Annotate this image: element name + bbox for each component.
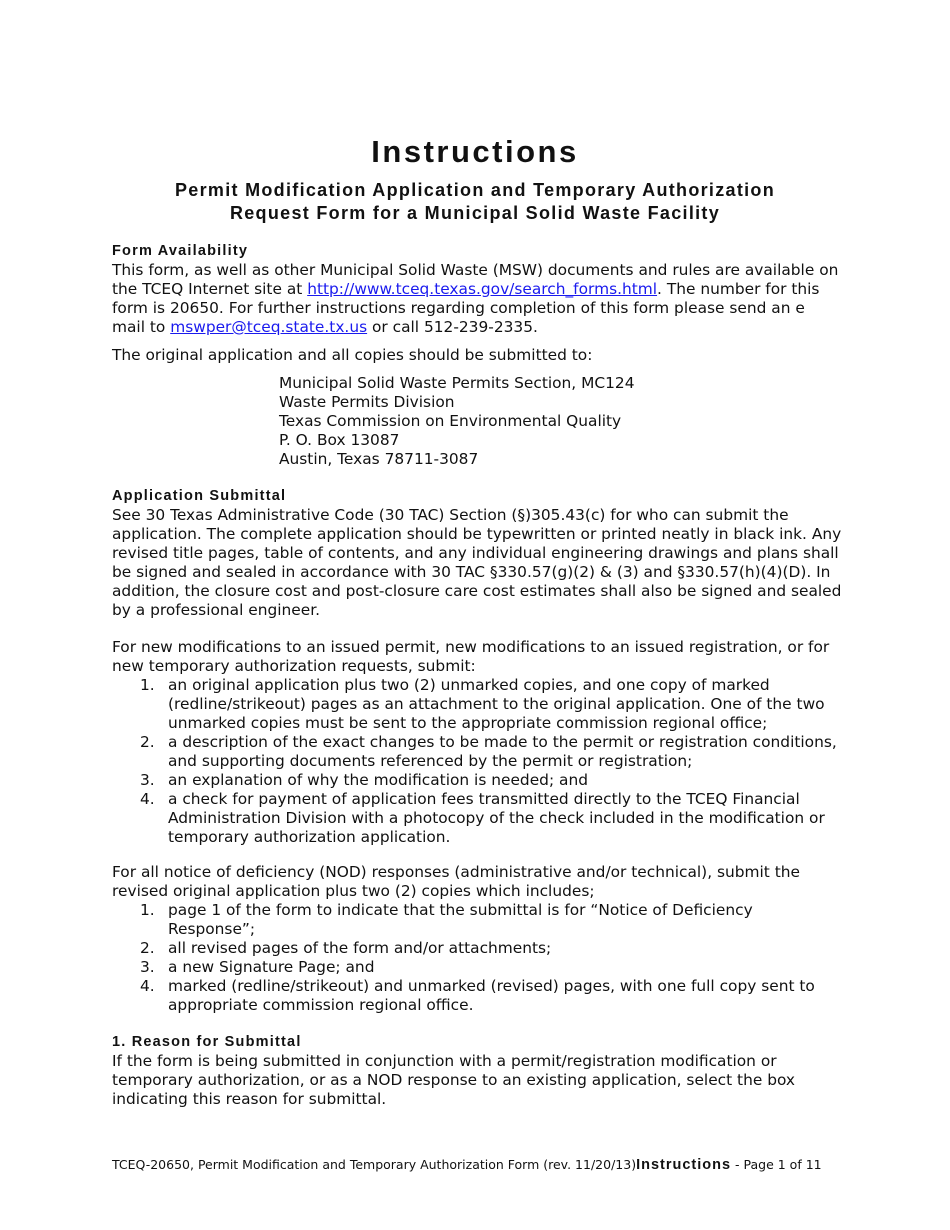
footer-section-title: Instructions	[636, 1157, 732, 1173]
form-availability-section	[112, 242, 842, 337]
list-item: 1. page 1 of the form to indicate that the submittal is for “Notice of Deficiency Response”;	[140, 901, 753, 938]
page-footer	[112, 1157, 822, 1173]
list-item: 1. an original application plus two (2) unmarked copies, and one copy of marked (redline/strikeout) pages as an attachment to the original application. One of the two unmarked copies must be sent to the appropriate commission regional office;	[140, 676, 825, 732]
form-availability-text: This form, as well as other Municipal Solid Waste (MSW) documents and rules are available on the TCEQ Internet site at http://www.tceq.texas.gov/search_forms.html. The number for this form is 20650. For further instructions regarding completion of this form please send an e mail to mswper@tceq.state.tx.us or call 512-239-2335.	[112, 261, 839, 336]
page-title: Instructions	[371, 134, 579, 169]
application-submittal-text: See 30 Texas Administrative Code (30 TAC) Section (§)305.43(c) for who can submit the application. The complete application should be typewritten or printed neatly in black ink. Any revised title pages, table of contents, and any individual engineering drawings and plans shall be signed and sealed in accordance with 30 TAC §330.57(g)(2) & (3) and §330.57(h)(4)(D). In addition, the closure cost and post-closure care cost estimates shall also be signed and sealed by a professional engineer.	[112, 506, 842, 619]
application-submittal-section	[112, 487, 842, 620]
application-submittal-heading: Application Submittal	[112, 488, 287, 504]
submit-to-text: The original application and all copies should be submitted to:	[112, 346, 593, 364]
address-line: Texas Commission on Environmental Quality	[279, 412, 622, 430]
list-item: 4. a check for payment of application fees transmitted directly to the TCEQ Financial Administration Division with a photocopy of the check included in the modification or temporary authorization application.	[140, 790, 825, 846]
reason-section	[112, 1033, 842, 1109]
list-item: 3. a new Signature Page; and	[140, 958, 375, 976]
reason-heading: 1. Reason for Submittal	[112, 1034, 302, 1050]
forms-url-link[interactable]: http://www.tceq.texas.gov/search_forms.html	[307, 280, 658, 298]
new-modifications-list	[112, 676, 842, 847]
subtitle-line-2: Request Form for a Municipal Solid Waste Facility	[229, 203, 721, 223]
page-subtitle	[112, 179, 838, 225]
new-modifications-section	[112, 638, 842, 847]
address-line: Waste Permits Division	[279, 393, 455, 411]
address-line: Municipal Solid Waste Permits Section, MC124	[279, 374, 635, 392]
list-item: 2. a description of the exact changes to be made to the permit or registration conditions, and supporting documents referenced by the permit or registration;	[140, 733, 837, 770]
subtitle-line-1: Permit Modification Application and Temporary Authorization	[174, 180, 776, 200]
email-link[interactable]: mswper@tceq.state.tx.us	[170, 318, 368, 336]
list-item: 4. marked (redline/strikeout) and unmarked (revised) pages, with one full copy sent to appropriate commission regional office.	[140, 977, 815, 1014]
list-item: 3. an explanation of why the modification is needed; and	[140, 771, 588, 789]
footer-page-number: - Page 1 of 11	[731, 1157, 822, 1172]
nod-intro: For all notice of deficiency (NOD) responses (administrative and/or technical), submit the revised original application plus two (2) copies which includes;	[112, 863, 800, 900]
address-line: P. O. Box 13087	[279, 431, 400, 449]
new-modifications-intro: For new modifications to an issued permit, new modifications to an issued registration, or for new temporary authorization requests, submit:	[112, 638, 830, 675]
nod-section	[112, 863, 842, 1015]
footer-form-info: TCEQ-20650, Permit Modification and Temporary Authorization Form (rev. 11/20/13)	[112, 1157, 637, 1172]
list-item: 2. all revised pages of the form and/or attachments;	[140, 939, 552, 957]
address-line: Austin, Texas 78711-3087	[279, 450, 479, 468]
reason-text: If the form is being submitted in conjunction with a permit/registration modification or temporary authorization, or as a NOD response to an existing application, select the box indicating this reason for submittal.	[112, 1052, 796, 1108]
nod-list	[112, 901, 842, 1015]
mailing-address	[279, 374, 635, 469]
form-availability-heading: Form Availability	[112, 243, 249, 259]
